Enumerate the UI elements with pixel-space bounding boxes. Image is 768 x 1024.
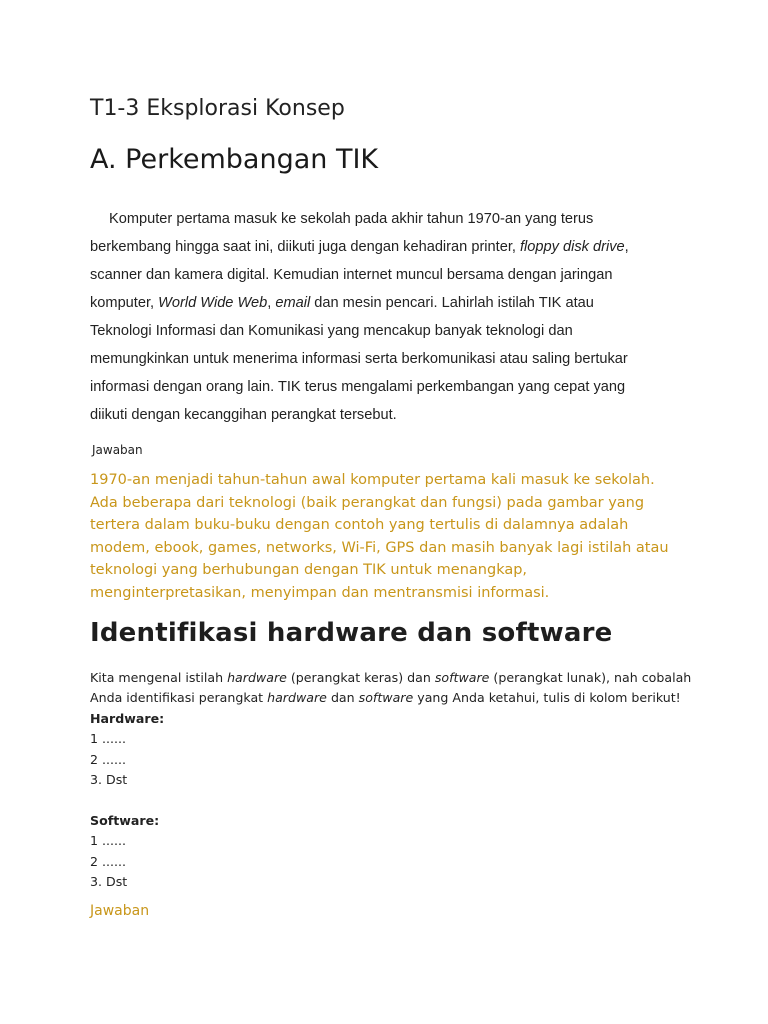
section-b-intro-text-5: yang Anda ketahui, tulis di kolom berikut! — [413, 690, 681, 706]
software-label: Software: — [90, 812, 160, 828]
section-a-answer-text: 1970-an menjadi tahun-tahun awal komputer pertama kali masuk ke sekolah. Ada beberapa dari teknologi (baik perangkat dan fungsi) pada gambar yang tertera dalam buku-buku dengan contoh yang tertulis di dalamnya adalah modem, ebook, games, networks, Wi-Fi, GPS dan masih banyak lagi istilah atau teknologi yang berhubungan dengan TIK untuk menangkap, menginterpretasikan, menyimpan dan mentransmisi informasi. — [90, 472, 669, 601]
section-b-intro-text-1: Kita mengenal istilah — [90, 670, 228, 685]
hardware-label: Hardware: — [90, 710, 165, 726]
section-b-intro-text-2: (perangkat keras) dan — [286, 670, 435, 685]
hardware-item: 3. Dst — [90, 772, 128, 788]
section-a-answer-label: Jawaban — [92, 443, 143, 457]
hardware-item: 2 ...... — [90, 751, 127, 767]
section-b-intro-text-3: (perangkat lunak), nah cobalah Anda identifikasi perangkat — [90, 670, 692, 706]
document-title: T1-3 Eksplorasi Konsep — [90, 96, 345, 121]
section-b-intro — [90, 668, 710, 709]
hardware-item: 1 ...... — [90, 731, 127, 747]
section-b-intro-text-4: dan — [326, 690, 359, 706]
intro-text-3: , — [267, 295, 276, 311]
section-b-intro-italic-hardware-2: hardware — [267, 690, 327, 706]
intro-italic-www: World Wide Web — [158, 295, 268, 311]
section-b-intro-italic-software: software — [434, 670, 490, 685]
intro-italic-email: email — [275, 295, 311, 311]
intro-italic-floppy: floppy disk drive — [520, 239, 625, 255]
intro-text-1: Komputer pertama masuk ke sekolah pada akhir tahun 1970-an yang terus berkembang hingga saat ini, diikuti juga dengan kehadiran printer, — [90, 211, 594, 255]
spacer — [90, 790, 710, 810]
intro-text-2: , scanner dan kamera digital. Kemudian internet muncul bersama dengan jaringan komputer, — [90, 239, 629, 311]
software-item: 2 ...... — [90, 853, 127, 869]
section-a-intro-paragraph — [90, 205, 650, 429]
section-b-answer-label: Jawaban — [90, 903, 150, 919]
section-b-intro-italic-hardware: hardware — [227, 670, 287, 685]
section-b-body — [90, 668, 710, 892]
section-a-heading: A. Perkembangan TIK — [90, 144, 379, 175]
software-item: 3. Dst — [90, 874, 128, 890]
software-item: 1 ...... — [90, 833, 127, 849]
section-b-intro-italic-software-2: software — [358, 690, 414, 706]
intro-text-4: dan mesin pencari. Lahirlah istilah TIK atau Teknologi Informasi dan Komunikasi yang mencakup banyak teknologi dan memungkinkan untuk menerima informasi serta berkomunikasi atau saling bertukar informasi dengan orang lain. TIK terus mengalami perkembangan yang cepat yang diikuti dengan kecanggihan perangkat tersebut. — [90, 295, 628, 423]
section-b-heading: Identifikasi hardware dan software — [90, 618, 613, 648]
